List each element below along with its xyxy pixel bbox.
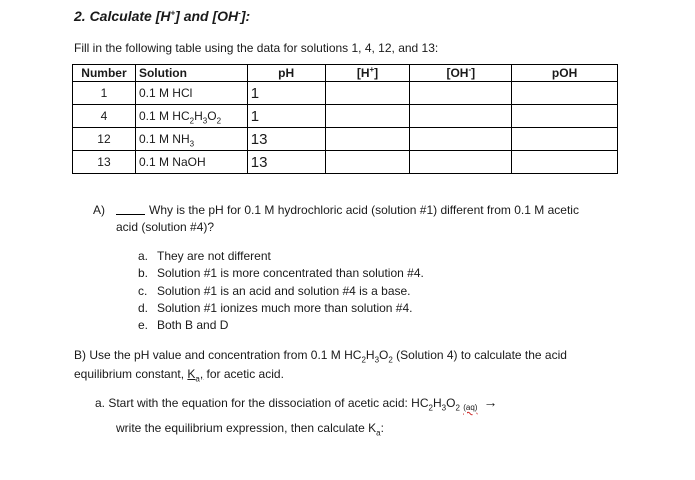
cell-number: 13 bbox=[73, 151, 136, 174]
table-instructions: Fill in the following table using the data for solutions 1, 4, 12, and 13: bbox=[74, 41, 439, 55]
cell-poh[interactable] bbox=[512, 128, 618, 151]
table-row bbox=[73, 128, 618, 151]
header-ph: pH bbox=[247, 65, 325, 82]
cell-oh-concentration[interactable] bbox=[410, 128, 512, 151]
cell-oh-concentration[interactable] bbox=[410, 82, 512, 105]
header-oh-concentration: [OH-] bbox=[410, 65, 512, 82]
table-row bbox=[73, 151, 618, 174]
cell-oh-concentration[interactable] bbox=[410, 105, 512, 128]
choice-item[interactable]: b. Solution #1 is more concentrated than solution #4. bbox=[138, 266, 424, 281]
cell-number: 1 bbox=[73, 82, 136, 105]
cell-number: 12 bbox=[73, 128, 136, 151]
equilibrium-expression-step: write the equilibrium expression, then calculate $K_a$: bbox=[116, 421, 384, 438]
table-header-row bbox=[73, 65, 618, 82]
choice-item[interactable]: a. They are not different bbox=[138, 249, 271, 263]
cell-solution: 0.1 M HCl bbox=[135, 82, 247, 105]
cell-solution: 0.1 M $HC_2H_3O_2$ bbox=[135, 105, 247, 128]
header-solution: Solution bbox=[135, 65, 247, 82]
question-a-text-continued: acid (solution #4)? bbox=[116, 220, 215, 234]
answer-blank[interactable] bbox=[116, 214, 145, 215]
question-a-label: A) bbox=[93, 203, 105, 217]
cell-poh[interactable] bbox=[512, 151, 618, 174]
answer-choices bbox=[138, 248, 424, 334]
cell-poh[interactable] bbox=[512, 82, 618, 105]
ka-symbol: $K_a$, bbox=[187, 367, 204, 384]
cell-h-concentration[interactable] bbox=[325, 82, 410, 105]
choice-item[interactable]: d. Solution #1 ionizes much more than solution #4. bbox=[138, 300, 413, 315]
cell-number: 4 bbox=[73, 105, 136, 128]
cell-solution: 0.1 M NaOH bbox=[135, 151, 247, 174]
header-number: Number bbox=[73, 65, 136, 82]
table-row bbox=[73, 82, 618, 105]
aqueous-state-label: (aq) bbox=[463, 403, 478, 412]
cell-ph: 1 bbox=[247, 105, 325, 128]
cell-ph: 13 bbox=[247, 128, 325, 151]
cell-ph: 1 bbox=[247, 82, 325, 105]
header-h-concentration: [H+] bbox=[325, 65, 410, 82]
cell-h-concentration[interactable] bbox=[325, 128, 410, 151]
solutions-table bbox=[72, 64, 618, 174]
header-poh: pOH bbox=[512, 65, 618, 82]
question-b-text: B) Use the pH value and concentration from 0.1 M $HC_2H_3O_2$ (Solution 4) to calculate the acid bbox=[74, 348, 567, 365]
choice-item[interactable]: e. Both B and D bbox=[138, 318, 229, 333]
cell-h-concentration[interactable] bbox=[325, 105, 410, 128]
table-row bbox=[73, 105, 618, 128]
cell-ph: 13 bbox=[247, 151, 325, 174]
question-a-text: Why is the pH for 0.1 M hydrochloric acid (solution #1) different from 0.1 M acetic bbox=[149, 203, 579, 217]
cell-poh[interactable] bbox=[512, 105, 618, 128]
choice-item[interactable]: c. Solution #1 is an acid and solution #4 is a base. bbox=[138, 283, 411, 298]
question-heading: 2. Calculate [H+] and [OH-]: bbox=[74, 8, 251, 24]
cell-solution: 0.1 M $NH_3$ bbox=[135, 128, 247, 151]
dissociation-step: a. Start with the equation for the dissociation of acetic acid: $HC_2H_3O_2$ $_{(aq)}$ → bbox=[95, 394, 498, 413]
cell-oh-concentration[interactable] bbox=[410, 151, 512, 174]
reaction-arrow-icon: → bbox=[483, 394, 498, 410]
cell-h-concentration[interactable] bbox=[325, 151, 410, 174]
question-b-text-continued: equilibrium constant, $K_a$, for acetic acid. bbox=[74, 367, 284, 384]
